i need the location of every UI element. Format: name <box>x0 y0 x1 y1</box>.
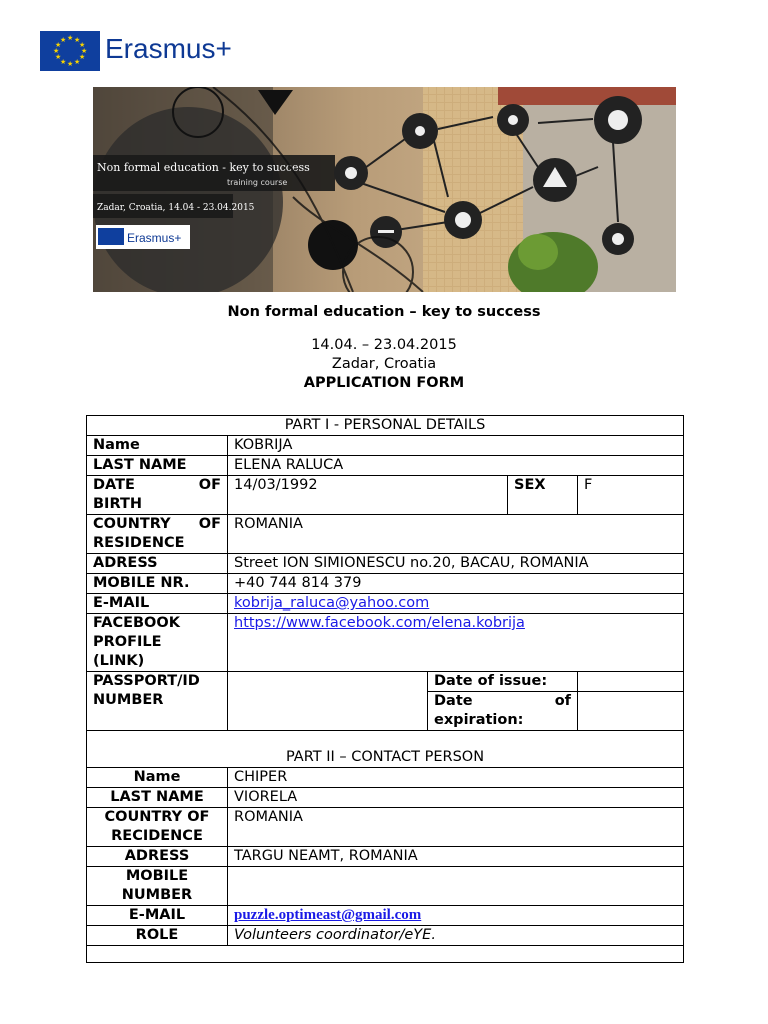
part1-heading-row <box>87 416 684 436</box>
empty-row <box>87 946 684 963</box>
sex-label: SEX <box>508 476 578 515</box>
table-row <box>87 574 684 594</box>
table-row <box>87 594 684 614</box>
banner-date: Zadar, Croatia, 14.04 - 23.04.2015 <box>97 203 255 213</box>
contact-role-value[interactable]: Volunteers coordinator/eYE. <box>228 926 684 946</box>
address-label: ADRESS <box>87 554 228 574</box>
part2-heading-row <box>87 731 684 768</box>
table-row <box>87 614 684 672</box>
table-row <box>87 847 684 867</box>
table-row <box>87 906 684 926</box>
passport-value[interactable] <box>228 672 428 731</box>
form-title: APPLICATION FORM <box>303 375 465 391</box>
banner-title: Non formal education - key to success <box>97 161 310 174</box>
sex-value[interactable]: F <box>578 476 684 515</box>
banner-badge: Erasmus+ <box>127 231 182 245</box>
part2-heading: PART II – CONTACT PERSON <box>87 731 684 768</box>
contact-email-label: E-MAIL <box>87 906 228 926</box>
facebook-label: FACEBOOK PROFILE (LINK) <box>87 614 228 672</box>
table-row <box>87 515 684 554</box>
email-label: E-MAIL <box>87 594 228 614</box>
table-row <box>87 926 684 946</box>
table-row <box>87 436 684 456</box>
table-row <box>87 768 684 788</box>
course-location: Zadar, Croatia <box>331 356 437 372</box>
expiration-date-label: Date of expiration: <box>428 692 578 731</box>
contact-role-label: ROLE <box>87 926 228 946</box>
eu-flag-icon: ★ ★ ★ ★ ★ ★ ★ ★ ★ ★ ★ ★ <box>40 31 100 71</box>
table-row <box>87 946 684 963</box>
contact-last-name-value[interactable]: VIORELA <box>228 788 684 808</box>
logo-text: Erasmus+ <box>105 33 232 64</box>
name-label: Name <box>87 436 228 456</box>
country-value[interactable]: ROMANIA <box>228 515 684 554</box>
contact-last-name-label: LAST NAME <box>87 788 228 808</box>
contact-address-label: ADRESS <box>87 847 228 867</box>
dob-value[interactable]: 14/03/1992 <box>228 476 508 515</box>
country-label: COUNTRY OF RESIDENCE <box>87 515 228 554</box>
issue-date-label: Date of issue: <box>428 672 578 692</box>
last-name-label: LAST NAME <box>87 456 228 476</box>
contact-mobile-value[interactable] <box>228 867 684 906</box>
facebook-link[interactable]: https://www.facebook.com/elena.kobrija <box>234 615 525 631</box>
table-row <box>87 788 684 808</box>
expiration-date-value[interactable] <box>578 692 684 731</box>
table-row <box>87 808 684 847</box>
course-title: Non formal education – key to success <box>227 304 541 320</box>
contact-country-label: COUNTRY OF RECIDENCE <box>87 808 228 847</box>
table-row <box>87 867 684 906</box>
table-row <box>87 456 684 476</box>
passport-label: PASSPORT/ID NUMBER <box>87 672 228 731</box>
table-row <box>87 554 684 574</box>
contact-address-value[interactable]: TARGU NEAMT, ROMANIA <box>228 847 684 867</box>
course-dates: 14.04. – 23.04.2015 <box>311 337 457 353</box>
contact-name-label: Name <box>87 768 228 788</box>
table-row <box>87 476 684 515</box>
banner-image <box>93 87 676 292</box>
application-form-table <box>86 415 684 963</box>
mobile-label: MOBILE NR. <box>87 574 228 594</box>
email-link[interactable]: kobrija_raluca@yahoo.com <box>234 595 430 611</box>
contact-name-value[interactable]: CHIPER <box>228 768 684 788</box>
table-row <box>87 672 684 692</box>
contact-mobile-label: MOBILE NUMBER <box>87 867 228 906</box>
name-value[interactable]: KOBRIJA <box>228 436 684 456</box>
dob-label: DATE OF BIRTH <box>87 476 228 515</box>
contact-email-link[interactable]: puzzle.optimeast@gmail.com <box>234 907 422 923</box>
mobile-value[interactable]: +40 744 814 379 <box>228 574 684 594</box>
part1-heading: PART I - PERSONAL DETAILS <box>87 416 684 436</box>
banner-subtitle: training course <box>227 178 288 187</box>
contact-country-value[interactable]: ROMANIA <box>228 808 684 847</box>
issue-date-value[interactable] <box>578 672 684 692</box>
last-name-value[interactable]: ELENA RALUCA <box>228 456 684 476</box>
address-value[interactable]: Street ION SIMIONESCU no.20, BACAU, ROMANIA <box>228 554 684 574</box>
